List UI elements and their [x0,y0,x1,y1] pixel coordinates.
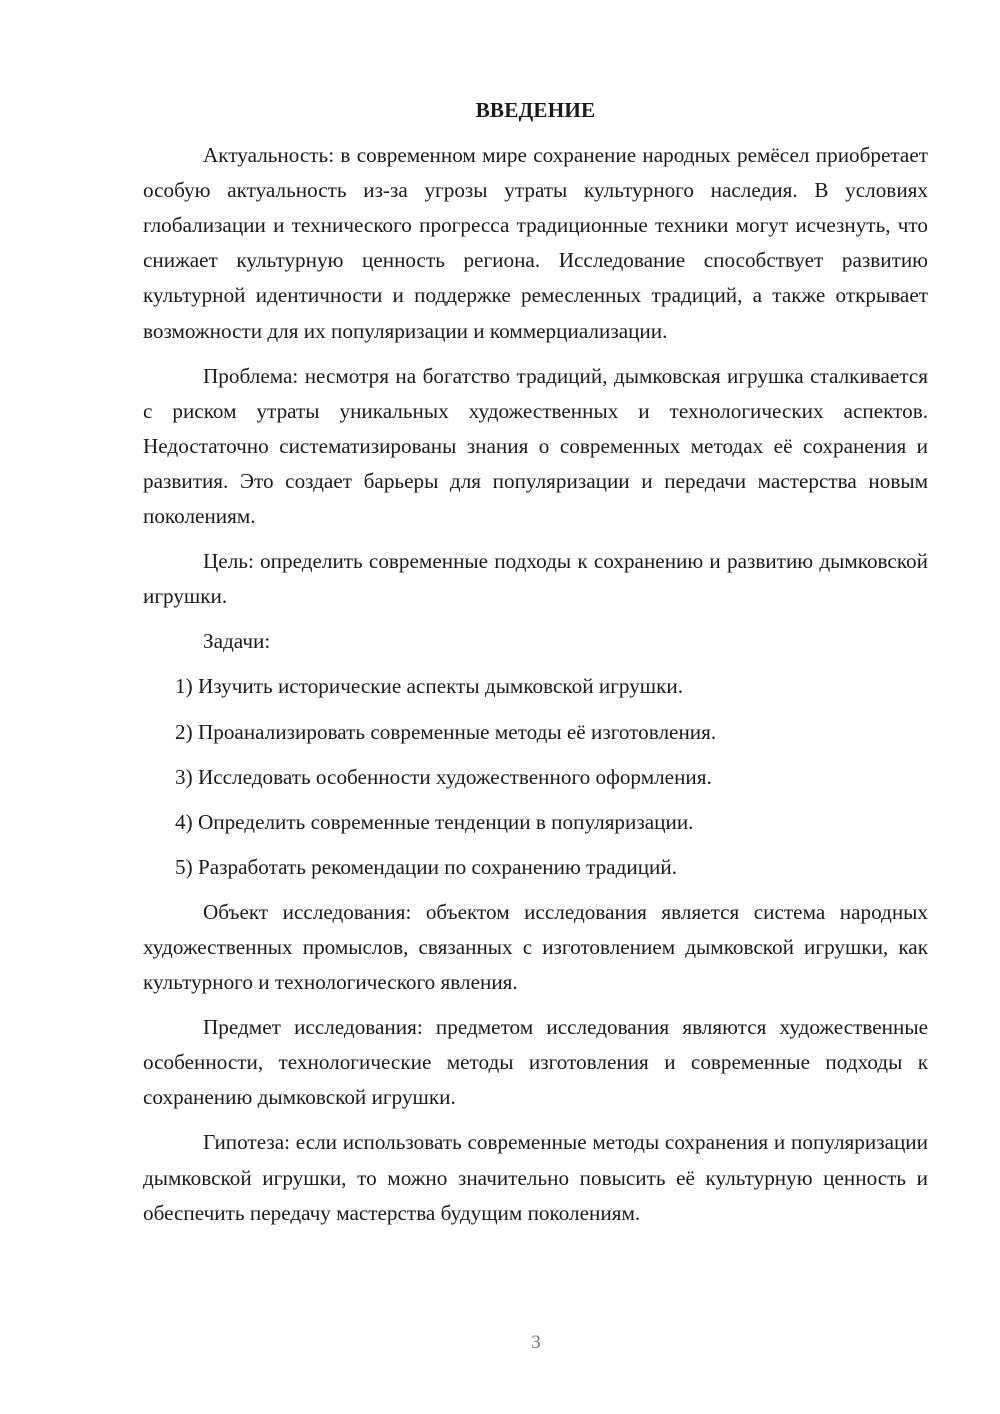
problem-paragraph: Проблема: несмотря на богатство традиций, дымковская игрушка сталкивается с риском утраты уникальных художественных и технологических аспектов. Недостаточно систематизированы знания о современных методах её сохранения и развития. Это создает барьеры для популяризации и передачи мастерства новым поколениям. [143,363,928,529]
task-item: 5) Разработать рекомендации по сохранению традиций. [175,854,678,879]
page-number: 3 [531,1332,541,1353]
task-item: 1) Изучить исторические аспекты дымковской игрушки. [175,674,684,699]
task-item: 2) Проанализировать современные методы её изготовления. [175,719,717,744]
subject-paragraph: Предмет исследования: предметом исследования являются художественные особенности, технологические методы изготовления и современные подходы к сохранению дымковской игрушки. [143,1015,928,1110]
task-item: 4) Определить современные тенденции в популяризации. [175,809,694,834]
object-paragraph: Объект исследования: объектом исследования является система народных художественных промыслов, связанных с изготовлением дымковской игрушки, как культурного и технологического явления. [143,899,928,995]
page-content [143,93,928,1241]
goal-paragraph: Цель: определить современные подходы к сохранению и развитию дымковской игрушки. [143,549,928,609]
tasks-heading: Задачи: [203,629,271,654]
relevance-paragraph: Актуальность: в современном мире сохранение народных ремёсел приобретает особую актуальность из-за угрозы утраты культурного наследия. В условиях глобализации и технического прогресса традиционные техники могут исчезнуть, что снижает культурную ценность региона. Исследование способствует развитию культурной идентичности и поддержке ремесленных традиций, а также открывает возможности для их популяризации и коммерциализации. [143,143,928,343]
task-item: 3) Исследовать особенности художественного оформления. [175,764,712,789]
hypothesis-paragraph: Гипотеза: если использовать современные методы сохранения и популяризации дымковской игрушки, то можно значительно повысить её культурную ценность и обеспечить передачу мастерства будущим поколениям. [143,1130,928,1225]
section-title: ВВЕДЕНИЕ [475,98,596,122]
